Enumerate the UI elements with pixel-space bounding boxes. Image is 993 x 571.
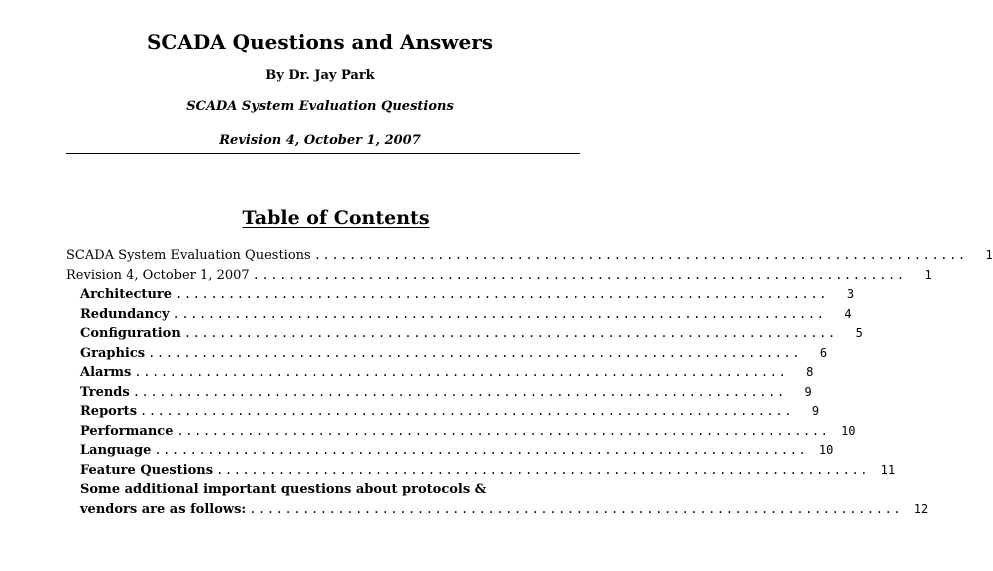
- toc-entry-label: Some additional important questions about protocols &: [80, 482, 487, 497]
- toc-leader-dots: ..........................................................................: [154, 443, 808, 457]
- toc-entry-additional-questions-line2[interactable]: [66, 500, 929, 520]
- toc-entry-feature-questions[interactable]: [66, 461, 896, 481]
- toc-leader-dots: ..........................................................................: [175, 287, 829, 301]
- toc-entry-graphics[interactable]: [66, 344, 828, 364]
- toc-entry-label: Revision 4, October 1, 2007: [66, 267, 250, 283]
- document-subtitle: SCADA System Evaluation Questions: [186, 99, 454, 114]
- toc-entry-trends[interactable]: [66, 383, 812, 403]
- toc-entry-revision[interactable]: [66, 266, 932, 286]
- toc-entry-additional-questions-line1[interactable]: [66, 480, 554, 500]
- toc-heading: Table of Contents: [242, 207, 430, 229]
- toc-entry-page: 5: [855, 326, 863, 340]
- toc-entry-label: Performance: [80, 423, 174, 439]
- toc-entry-configuration[interactable]: [66, 324, 863, 344]
- toc-entry-page: 10: [818, 443, 834, 457]
- toc-entry-redundancy[interactable]: [66, 305, 852, 325]
- toc-leader-dots: ..........................................................................: [252, 267, 906, 282]
- toc-leader-dots: ..........................................................................: [249, 501, 903, 516]
- toc-entry-page: 12: [913, 501, 929, 516]
- toc-entry-label: Language: [80, 443, 152, 458]
- toc-entry-page: 9: [804, 384, 812, 399]
- toc-entry-label: SCADA System Evaluation Questions: [66, 248, 311, 263]
- toc-entry-label: Reports: [80, 404, 138, 419]
- toc-entry-page: 3: [846, 287, 855, 301]
- toc-entry-performance[interactable]: [66, 422, 856, 442]
- toc-entry-label: Configuration: [80, 326, 181, 341]
- toc-leader-dots: ..........................................................................: [183, 326, 837, 340]
- toc-entry-language[interactable]: [66, 441, 834, 461]
- toc-entry-label: Graphics: [80, 345, 146, 361]
- toc-leader-dots: ..........................................................................: [140, 404, 794, 418]
- toc-entry-label: vendors are as follows:: [80, 501, 247, 517]
- toc-leader-dots: ..........................................................................: [172, 306, 826, 321]
- toc-leader-dots: ..........................................................................: [132, 384, 786, 399]
- toc-entry-label: Trends: [80, 384, 130, 400]
- toc-entry-page: 6: [819, 345, 828, 360]
- toc-entry-page: 4: [844, 306, 852, 321]
- toc-entry-page: 9: [811, 404, 820, 418]
- toc-leader-dots: ..........................................................................: [148, 345, 802, 360]
- document-title: SCADA Questions and Answers: [146, 30, 494, 54]
- toc-entry-page: 1: [924, 267, 932, 282]
- document-author: By Dr. Jay Park: [265, 68, 375, 83]
- header-divider: [66, 153, 580, 154]
- toc-entry-label: Alarms: [80, 365, 132, 380]
- toc-entry-alarms[interactable]: [66, 363, 814, 383]
- toc-entry-page: 11: [880, 462, 896, 477]
- toc-entry-reports[interactable]: [66, 402, 820, 422]
- toc-entry-page: 8: [806, 365, 814, 379]
- table-of-contents: [66, 246, 993, 519]
- toc-entry-evaluation-questions[interactable]: [66, 246, 993, 266]
- toc-entry-page: 10: [841, 423, 856, 438]
- toc-entry-page: 1: [985, 248, 993, 262]
- toc-leader-dots: ..........................................................................: [134, 365, 788, 379]
- toc-entry-architecture[interactable]: [66, 285, 855, 305]
- toc-entry-label: Feature Questions: [80, 462, 214, 478]
- toc-leader-dots: ..........................................................................: [216, 462, 870, 477]
- document-revision: Revision 4, October 1, 2007: [219, 133, 421, 148]
- toc-entry-label: Redundancy: [80, 306, 170, 322]
- toc-leader-dots: ..........................................................................: [176, 423, 830, 438]
- toc-entry-label: Architecture: [80, 287, 173, 302]
- toc-leader-dots: ..........................................................................: [313, 248, 967, 262]
